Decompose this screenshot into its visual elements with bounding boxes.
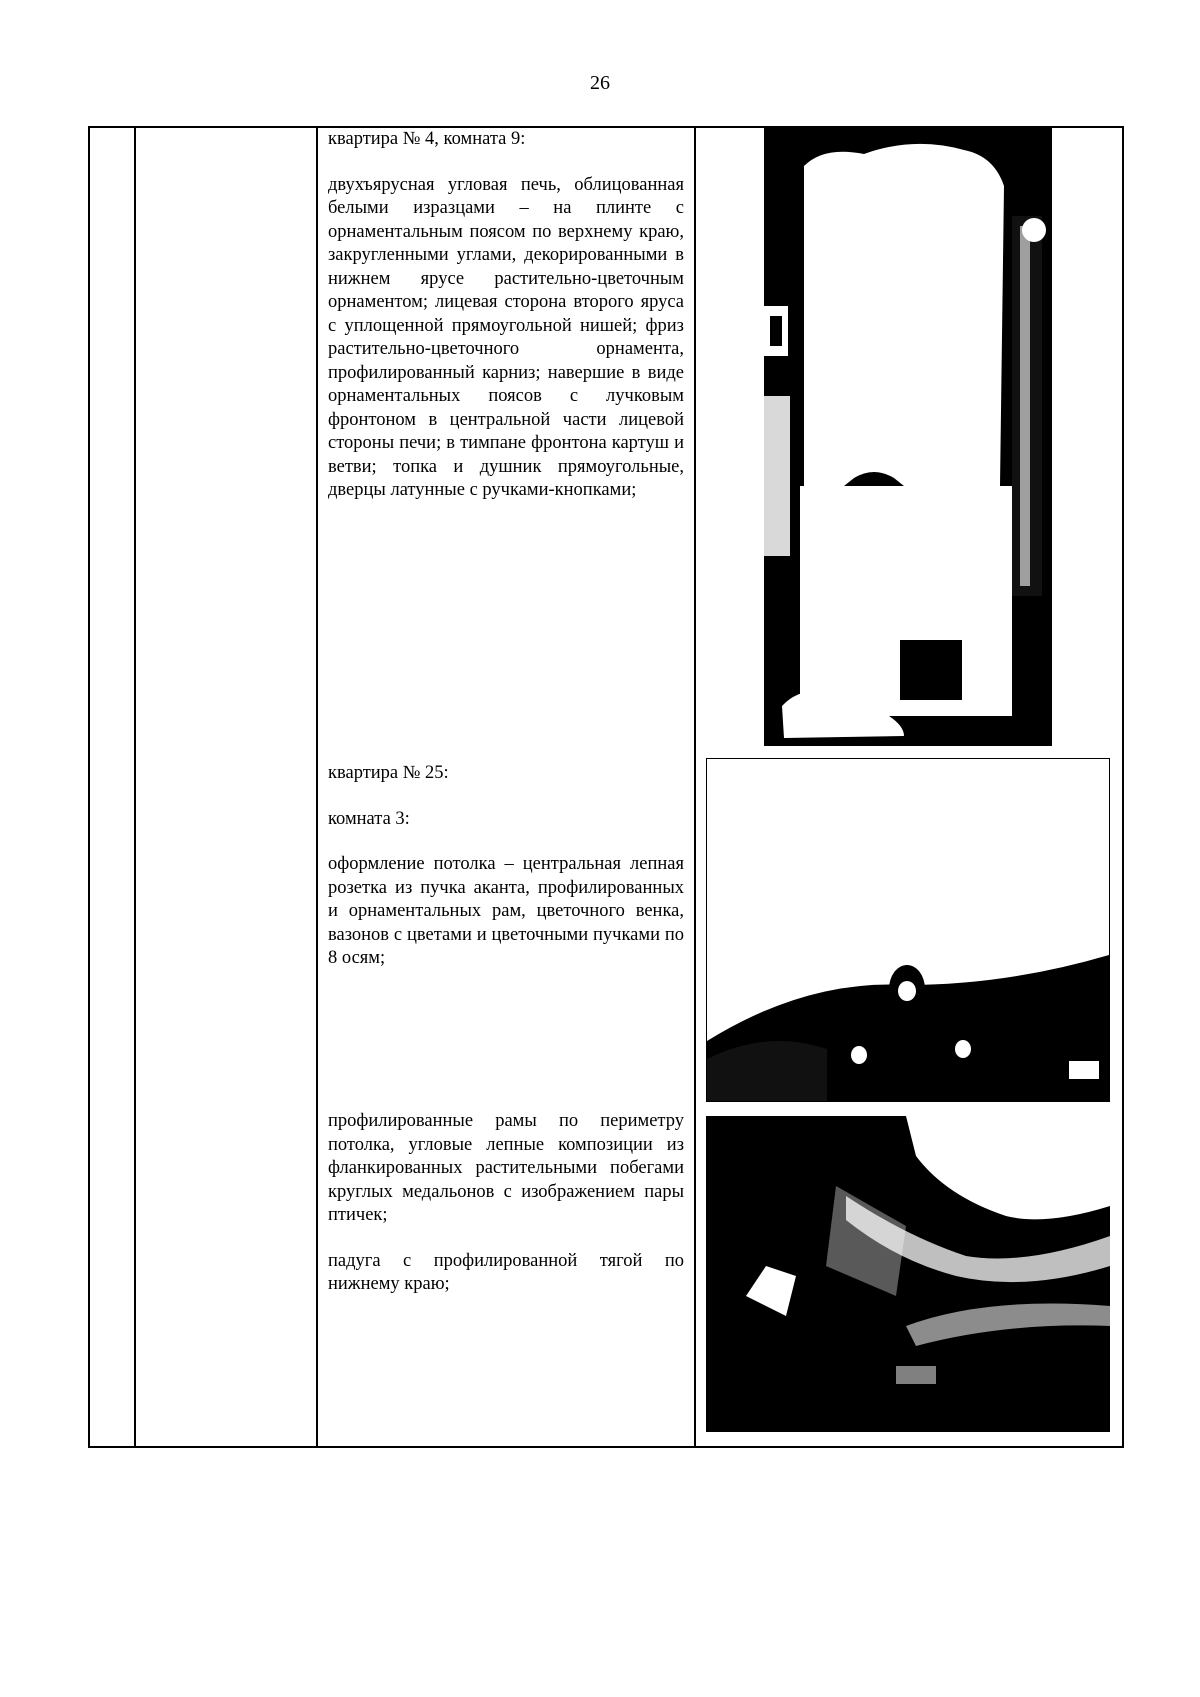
entry-heading: квартира № 4, комната 9:	[328, 129, 526, 149]
table-left-border	[88, 126, 90, 1448]
entry-3-text	[328, 1110, 684, 1297]
entry-description: двухъярусная угловая печь, облицованная белыми изразцами – на плинте с орнаментальным поясом по верхнему краю, закругленными углами, декорированными в нижнем ярусе растительно-цветочным орнаментом; лицевая сторона второго яруса с уплощенной прямоугольной нишей; фриз растительно-цветочного орнамента, профилированный карниз; навершие в виде орнаментальных поясов с лучковым фронтоном в центральной части лицевой стороны печи; в тимпане фронтона картуш и ветви; топка и душник прямоугольные, дверцы латунные с ручками-кнопками;	[328, 174, 684, 500]
column-divider-2	[316, 126, 318, 1448]
column-divider-3	[694, 126, 696, 1448]
page-number: 26	[590, 72, 610, 94]
table-right-border	[1122, 126, 1124, 1448]
entry-heading: квартира № 25:	[328, 763, 449, 783]
entry-2-text	[328, 762, 684, 971]
entry-description-2: падуга с профилированной тягой по нижнему краю;	[328, 1250, 684, 1294]
column-divider-1	[134, 126, 136, 1448]
ceiling-rosette-photo	[706, 758, 1110, 1102]
entry-subheading: комната 3:	[328, 808, 410, 829]
entry-description: оформление потолка – центральная лепная розетка из пучка аканта, профилированных и орнаментальных рам, цветочного венка, вазонов с цветами и цветочными пучками по 8 осям;	[328, 854, 684, 968]
entry-description: профилированные рамы по периметру потолка, угловые лепные композиции из фланкированных растительными побегами круглых медальонов с изображением пары птичек;	[328, 1111, 684, 1225]
ceiling-corner-photo	[706, 1116, 1110, 1432]
table-bottom-border	[88, 1446, 1124, 1448]
entry-1-text	[328, 128, 684, 503]
tiled-stove-photo	[764, 126, 1052, 746]
